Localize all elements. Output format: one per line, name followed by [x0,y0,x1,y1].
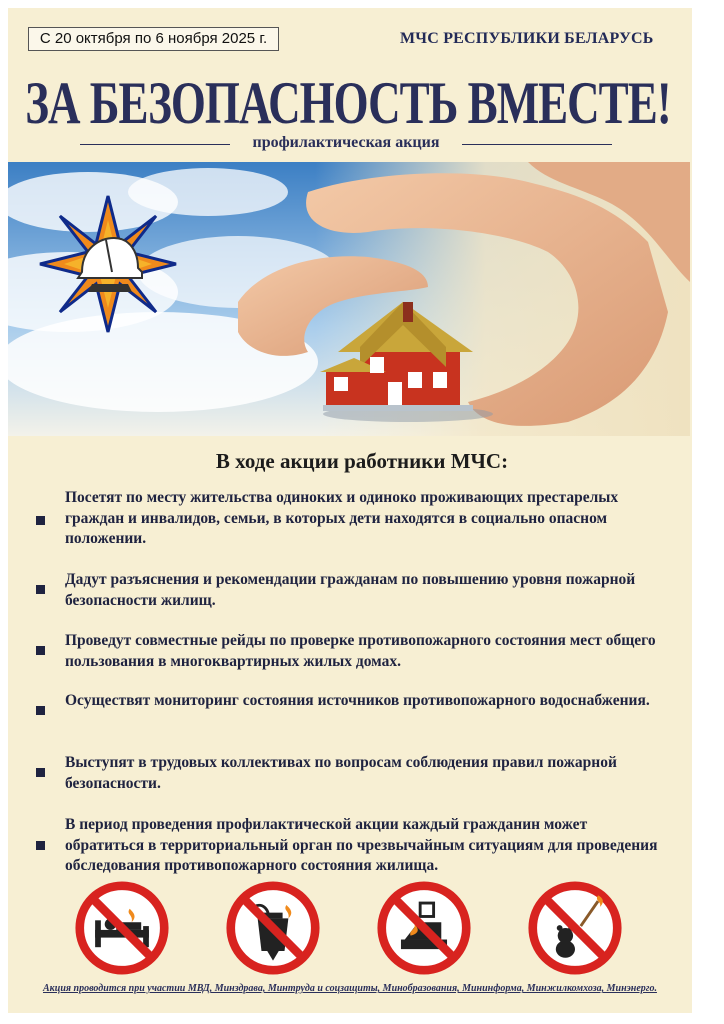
list-item-text: Проведут совместные рейды по проверке противопожарного состояния мест общего пользования в многоквартирных жилых домах. [65,632,656,670]
mchs-emblem-icon [40,196,176,332]
no-faulty-heater-icon [225,880,321,976]
bullet-square-icon [36,585,45,594]
prohibition-signs [0,880,724,980]
list-item-text: В период проведения профилактической акции каждый гражданин может обратиться в территориальный орган по чрезвычайным ситуациям для проведения обследования противопожарного состояния жилища. [65,816,658,874]
bullet-square-icon [36,516,45,525]
list-item-text: Осуществят мониторинг состояния источников противопожарного водоснабжения. [65,692,650,709]
bullet-square-icon [36,841,45,850]
poster-title: ЗА БЕЗОПАСНОСТЬ ВМЕСТЕ! [25,68,671,137]
banner-image [8,162,690,436]
list-item-text: Дадут разъяснения и рекомендации гражданам по повышению уровня пожарной безопасности жилищ. [65,571,636,609]
no-smoking-in-bed-icon [74,880,170,976]
bullet-square-icon [36,706,45,715]
hands-house-illustration [8,162,690,436]
bullet-square-icon [36,768,45,777]
poster-subtitle: профилактическая акция [252,134,440,151]
bullet-square-icon [36,646,45,655]
footer-note: Акция проводится при участии МВД, Минздрава, Минтруда и соцзащиты, Минобразования, Мининформа, Минжилкомхоза, Минэнерго. [43,983,657,994]
date-range: С 20 октября по 6 ноября 2025 г. [28,27,279,51]
subtitle-rule-left [80,144,230,145]
section-heading: В ходе акции работники МЧС: [215,449,509,473]
organization-name: МЧС РЕСПУБЛИКИ БЕЛАРУСЬ [400,30,654,47]
list-item-text: Выступят в трудовых коллективах по вопросам соблюдения правил пожарной безопасности. [65,754,617,792]
subtitle-rule-right [462,144,612,145]
no-iron-left-on-icon [376,880,472,976]
list-item-text: Посетят по месту жительства одиноких и одиноко проживающих престарелых граждан и инвалидов, семьи, в которых дети находятся в социально опасном положении. [65,489,619,547]
no-children-with-matches-icon [527,880,623,976]
